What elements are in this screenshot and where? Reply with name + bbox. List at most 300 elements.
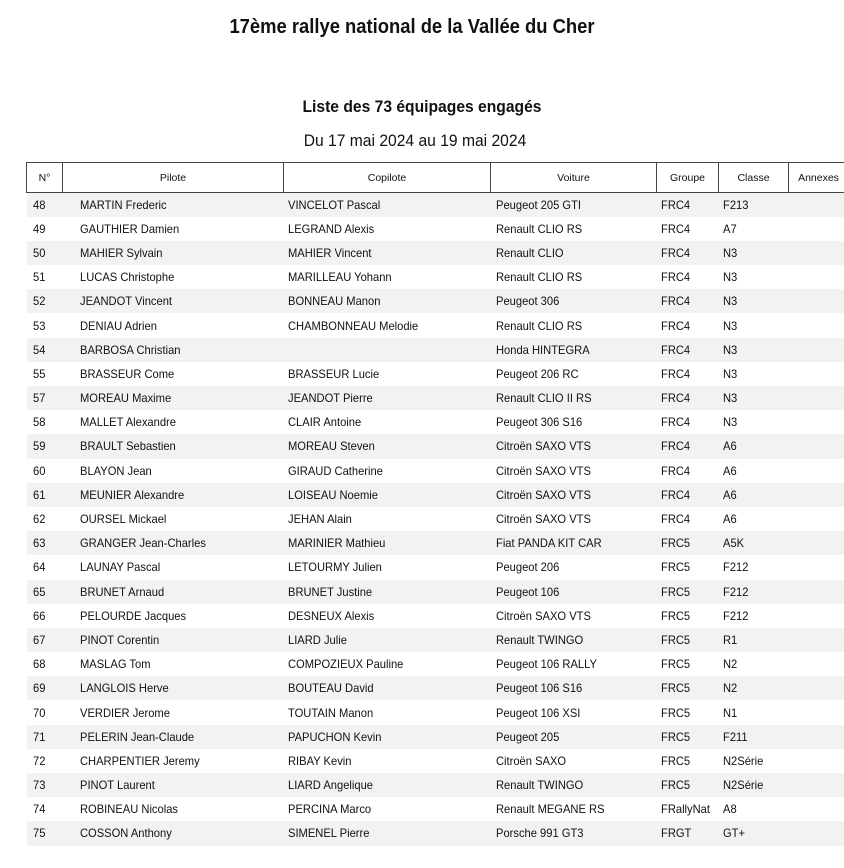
cell-pilote bbox=[63, 652, 284, 676]
cell-pilote bbox=[63, 821, 284, 845]
cell-annexes bbox=[789, 289, 844, 313]
cell-classe bbox=[719, 410, 789, 434]
cell-voiture-text: Peugeot 206 RC bbox=[495, 366, 579, 381]
cell-voiture bbox=[491, 821, 657, 845]
cell-number-text: 71 bbox=[32, 729, 45, 744]
table-row bbox=[27, 555, 844, 579]
cell-groupe-text: FRC5 bbox=[660, 705, 690, 720]
cell-groupe bbox=[657, 797, 719, 821]
cell-voiture bbox=[491, 459, 657, 483]
cell-annexes bbox=[789, 338, 844, 362]
table-row bbox=[27, 773, 844, 797]
cell-copilote bbox=[284, 580, 491, 604]
cell-annexes bbox=[789, 797, 844, 821]
table-row bbox=[27, 580, 844, 604]
cell-voiture bbox=[491, 313, 657, 337]
cell-groupe-text: FRC5 bbox=[660, 729, 690, 744]
cell-annexes bbox=[789, 580, 844, 604]
cell-number bbox=[27, 797, 63, 821]
cell-classe-text: A6 bbox=[722, 487, 737, 502]
table-row bbox=[27, 362, 844, 386]
cell-annexes bbox=[789, 725, 844, 749]
cell-classe bbox=[719, 652, 789, 676]
cell-pilote-text: OURSEL Mickael bbox=[79, 512, 166, 527]
cell-classe-text: R1 bbox=[722, 632, 737, 647]
table-row bbox=[27, 289, 844, 313]
cell-groupe-text: FRC4 bbox=[660, 221, 690, 236]
cell-annexes bbox=[789, 386, 844, 410]
cell-classe-text: N2 bbox=[722, 681, 737, 696]
cell-pilote-text: LUCAS Christophe bbox=[79, 270, 174, 285]
cell-classe bbox=[719, 773, 789, 797]
cell-groupe-text: FRC5 bbox=[660, 778, 690, 793]
cell-groupe bbox=[657, 725, 719, 749]
cell-number bbox=[27, 676, 63, 700]
cell-annexes bbox=[789, 434, 844, 458]
cell-groupe bbox=[657, 700, 719, 724]
table-row bbox=[27, 676, 844, 700]
cell-groupe bbox=[657, 265, 719, 289]
column-header-classe: Classe bbox=[719, 163, 789, 193]
cell-copilote bbox=[284, 628, 491, 652]
cell-annexes bbox=[789, 313, 844, 337]
cell-voiture bbox=[491, 773, 657, 797]
cell-copilote bbox=[284, 410, 491, 434]
cell-voiture bbox=[491, 555, 657, 579]
cell-number bbox=[27, 410, 63, 434]
cell-number-text: 65 bbox=[32, 584, 45, 599]
cell-pilote-text: PINOT Corentin bbox=[79, 632, 159, 647]
cell-number-text: 72 bbox=[32, 753, 45, 768]
cell-classe bbox=[719, 459, 789, 483]
cell-voiture-text: Peugeot 106 S16 bbox=[495, 681, 582, 696]
cell-classe-text: A5K bbox=[722, 536, 744, 551]
cell-number-text: 62 bbox=[32, 512, 45, 527]
cell-voiture-text: Peugeot 106 bbox=[495, 584, 559, 599]
cell-copilote bbox=[284, 289, 491, 313]
cell-number-text: 63 bbox=[32, 536, 45, 551]
cell-copilote-text: LOISEAU Noemie bbox=[287, 487, 378, 502]
cell-voiture-text: Citroën SAXO VTS bbox=[495, 512, 591, 527]
cell-voiture bbox=[491, 217, 657, 241]
cell-voiture bbox=[491, 700, 657, 724]
column-header-pilote: Pilote bbox=[63, 163, 284, 193]
cell-voiture bbox=[491, 193, 657, 217]
cell-groupe bbox=[657, 821, 719, 845]
cell-number bbox=[27, 652, 63, 676]
cell-classe-text: F213 bbox=[722, 197, 748, 212]
cell-voiture bbox=[491, 507, 657, 531]
cell-voiture bbox=[491, 483, 657, 507]
cell-groupe-text: FRC4 bbox=[660, 487, 690, 502]
cell-groupe-text: FRC4 bbox=[660, 366, 690, 381]
cell-groupe-text: FRC5 bbox=[660, 657, 690, 672]
cell-pilote bbox=[63, 338, 284, 362]
cell-pilote-text: COSSON Anthony bbox=[79, 826, 172, 841]
column-header-groupe: Groupe bbox=[657, 163, 719, 193]
table-row bbox=[27, 217, 844, 241]
table-row bbox=[27, 193, 844, 217]
cell-voiture bbox=[491, 386, 657, 410]
cell-classe-text: N3 bbox=[722, 294, 737, 309]
cell-pilote-text: GAUTHIER Damien bbox=[79, 221, 179, 236]
cell-classe-text: N3 bbox=[722, 318, 737, 333]
table-row bbox=[27, 265, 844, 289]
cell-groupe-text: FRallyNat bbox=[660, 802, 710, 817]
table-row bbox=[27, 483, 844, 507]
cell-copilote bbox=[284, 725, 491, 749]
cell-groupe bbox=[657, 676, 719, 700]
cell-classe bbox=[719, 193, 789, 217]
cell-voiture-text: Renault TWINGO bbox=[495, 632, 583, 647]
cell-pilote-text: MOREAU Maxime bbox=[79, 391, 171, 406]
cell-classe bbox=[719, 725, 789, 749]
cell-pilote-text: MEUNIER Alexandre bbox=[79, 487, 184, 502]
cell-pilote bbox=[63, 410, 284, 434]
cell-annexes bbox=[789, 749, 844, 773]
cell-voiture-text: Peugeot 205 bbox=[495, 729, 559, 744]
cell-number bbox=[27, 265, 63, 289]
cell-classe-text: F212 bbox=[722, 608, 748, 623]
cell-copilote bbox=[284, 483, 491, 507]
cell-copilote bbox=[284, 265, 491, 289]
cell-groupe-text: FRC4 bbox=[660, 197, 690, 212]
cell-pilote-text: MARTIN Frederic bbox=[79, 197, 167, 212]
cell-number bbox=[27, 459, 63, 483]
cell-pilote bbox=[63, 676, 284, 700]
cell-pilote-text: PELERIN Jean-Claude bbox=[79, 729, 194, 744]
cell-copilote bbox=[284, 459, 491, 483]
cell-classe bbox=[719, 265, 789, 289]
cell-classe bbox=[719, 507, 789, 531]
cell-voiture bbox=[491, 676, 657, 700]
cell-copilote-text: CHAMBONNEAU Melodie bbox=[287, 318, 418, 333]
table-header-row bbox=[27, 163, 844, 193]
cell-number-text: 66 bbox=[32, 608, 45, 623]
cell-number-text: 50 bbox=[32, 245, 45, 260]
cell-number-text: 59 bbox=[32, 439, 45, 454]
cell-voiture-text: Renault CLIO RS bbox=[495, 270, 582, 285]
document-title: 17ème rallye national de la Vallée du Cher bbox=[229, 16, 595, 38]
cell-copilote-text: LETOURMY Julien bbox=[287, 560, 382, 575]
table-row bbox=[27, 241, 844, 265]
cell-classe bbox=[719, 289, 789, 313]
cell-classe bbox=[719, 434, 789, 458]
cell-classe bbox=[719, 580, 789, 604]
cell-classe-text: N1 bbox=[722, 705, 737, 720]
cell-classe-text: N3 bbox=[722, 245, 737, 260]
cell-number bbox=[27, 628, 63, 652]
cell-copilote bbox=[284, 313, 491, 337]
table-row bbox=[27, 313, 844, 337]
cell-copilote bbox=[284, 531, 491, 555]
cell-classe-text: N3 bbox=[722, 415, 737, 430]
cell-classe bbox=[719, 386, 789, 410]
cell-annexes bbox=[789, 217, 844, 241]
cell-classe bbox=[719, 628, 789, 652]
cell-pilote bbox=[63, 700, 284, 724]
cell-classe bbox=[719, 241, 789, 265]
cell-pilote-text: DENIAU Adrien bbox=[79, 318, 157, 333]
cell-groupe bbox=[657, 289, 719, 313]
cell-classe bbox=[719, 749, 789, 773]
cell-groupe-text: FRC5 bbox=[660, 632, 690, 647]
cell-classe-text: N2 bbox=[722, 657, 737, 672]
cell-classe bbox=[719, 821, 789, 845]
table-row bbox=[27, 604, 844, 628]
cell-copilote-text: COMPOZIEUX Pauline bbox=[287, 657, 403, 672]
cell-number-text: 52 bbox=[32, 294, 45, 309]
cell-pilote-text: BARBOSA Christian bbox=[79, 342, 180, 357]
document-subtitle: Liste des 73 équipages engagés bbox=[302, 97, 542, 116]
cell-voiture bbox=[491, 797, 657, 821]
cell-voiture bbox=[491, 241, 657, 265]
cell-classe-text: A6 bbox=[722, 463, 737, 478]
cell-copilote-text: JEANDOT Pierre bbox=[287, 391, 373, 406]
cell-voiture-text: Citroën SAXO VTS bbox=[495, 439, 591, 454]
cell-classe-text: F211 bbox=[722, 729, 748, 744]
cell-pilote bbox=[63, 386, 284, 410]
cell-number-text: 67 bbox=[32, 632, 45, 647]
cell-classe bbox=[719, 217, 789, 241]
cell-groupe bbox=[657, 507, 719, 531]
cell-voiture-text: Renault CLIO RS bbox=[495, 318, 582, 333]
cell-number bbox=[27, 821, 63, 845]
cell-voiture bbox=[491, 580, 657, 604]
cell-groupe bbox=[657, 604, 719, 628]
cell-copilote bbox=[284, 773, 491, 797]
cell-number bbox=[27, 531, 63, 555]
cell-pilote-text: PELOURDE Jacques bbox=[79, 608, 186, 623]
cell-copilote-text: RIBAY Kevin bbox=[287, 753, 351, 768]
cell-number-text: 58 bbox=[32, 415, 45, 430]
cell-groupe-text: FRC5 bbox=[660, 536, 690, 551]
table-row bbox=[27, 434, 844, 458]
cell-classe-text: N3 bbox=[722, 391, 737, 406]
table-body bbox=[27, 193, 844, 846]
table-row bbox=[27, 507, 844, 531]
cell-voiture bbox=[491, 628, 657, 652]
cell-voiture-text: Renault CLIO RS bbox=[495, 221, 582, 236]
cell-pilote-text: BRAULT Sebastien bbox=[79, 439, 176, 454]
cell-copilote-text: SIMENEL Pierre bbox=[287, 826, 369, 841]
cell-number-text: 64 bbox=[32, 560, 45, 575]
table-row bbox=[27, 386, 844, 410]
cell-copilote-text: MARILLEAU Yohann bbox=[287, 270, 392, 285]
cell-voiture-text: Citroën SAXO VTS bbox=[495, 608, 591, 623]
cell-annexes bbox=[789, 676, 844, 700]
column-header-voiture: Voiture bbox=[491, 163, 657, 193]
cell-pilote bbox=[63, 628, 284, 652]
cell-voiture bbox=[491, 652, 657, 676]
cell-pilote bbox=[63, 313, 284, 337]
table-row bbox=[27, 700, 844, 724]
cell-copilote bbox=[284, 749, 491, 773]
cell-pilote bbox=[63, 555, 284, 579]
cell-copilote bbox=[284, 193, 491, 217]
cell-copilote bbox=[284, 507, 491, 531]
cell-pilote-text: BRASSEUR Come bbox=[79, 366, 174, 381]
cell-voiture-text: Renault TWINGO bbox=[495, 778, 583, 793]
cell-pilote bbox=[63, 483, 284, 507]
cell-pilote-text: CHARPENTIER Jeremy bbox=[79, 753, 200, 768]
cell-groupe bbox=[657, 773, 719, 797]
cell-annexes bbox=[789, 483, 844, 507]
cell-classe-text: N3 bbox=[722, 366, 737, 381]
table-row bbox=[27, 531, 844, 555]
cell-annexes bbox=[789, 555, 844, 579]
cell-groupe-text: FRC4 bbox=[660, 342, 690, 357]
cell-annexes bbox=[789, 531, 844, 555]
table-row bbox=[27, 628, 844, 652]
cell-pilote bbox=[63, 362, 284, 386]
cell-voiture-text: Honda HINTEGRA bbox=[495, 342, 590, 357]
cell-voiture bbox=[491, 725, 657, 749]
cell-voiture-text: Citroën SAXO VTS bbox=[495, 463, 591, 478]
cell-voiture-text: Peugeot 306 bbox=[495, 294, 559, 309]
cell-number bbox=[27, 749, 63, 773]
cell-pilote bbox=[63, 193, 284, 217]
cell-number bbox=[27, 193, 63, 217]
cell-copilote bbox=[284, 338, 491, 362]
cell-number-text: 74 bbox=[32, 802, 45, 817]
cell-pilote-text: LANGLOIS Herve bbox=[79, 681, 169, 696]
cell-pilote bbox=[63, 773, 284, 797]
column-header-copilote: Copilote bbox=[284, 163, 491, 193]
cell-voiture-text: Peugeot 205 GTI bbox=[495, 197, 581, 212]
cell-voiture bbox=[491, 604, 657, 628]
cell-voiture-text: Porsche 991 GT3 bbox=[495, 826, 583, 841]
cell-groupe-text: FRGT bbox=[660, 826, 691, 841]
cell-classe bbox=[719, 531, 789, 555]
cell-copilote-text: BONNEAU Manon bbox=[287, 294, 380, 309]
cell-groupe-text: FRC4 bbox=[660, 512, 690, 527]
cell-number bbox=[27, 580, 63, 604]
cell-annexes bbox=[789, 459, 844, 483]
cell-copilote-text: CLAIR Antoine bbox=[287, 415, 361, 430]
cell-voiture bbox=[491, 338, 657, 362]
table-row bbox=[27, 459, 844, 483]
cell-annexes bbox=[789, 193, 844, 217]
cell-voiture-text: Renault CLIO II RS bbox=[495, 391, 592, 406]
cell-voiture bbox=[491, 289, 657, 313]
cell-classe bbox=[719, 313, 789, 337]
cell-groupe bbox=[657, 362, 719, 386]
cell-groupe-text: FRC5 bbox=[660, 753, 690, 768]
cell-number bbox=[27, 217, 63, 241]
cell-groupe bbox=[657, 241, 719, 265]
event-dates: Du 17 mai 2024 au 19 mai 2024 bbox=[303, 131, 527, 150]
table-row bbox=[27, 410, 844, 434]
cell-groupe-text: FRC4 bbox=[660, 415, 690, 430]
cell-classe-text: A8 bbox=[722, 802, 737, 817]
cell-groupe bbox=[657, 580, 719, 604]
cell-copilote bbox=[284, 700, 491, 724]
cell-copilote-text: DESNEUX Alexis bbox=[287, 608, 374, 623]
cell-pilote-text: BRUNET Arnaud bbox=[79, 584, 164, 599]
cell-number-text: 69 bbox=[32, 681, 45, 696]
cell-copilote-text: BRUNET Justine bbox=[287, 584, 372, 599]
cell-voiture bbox=[491, 434, 657, 458]
cell-pilote-text: BLAYON Jean bbox=[79, 463, 152, 478]
cell-number bbox=[27, 289, 63, 313]
cell-copilote bbox=[284, 362, 491, 386]
cell-groupe bbox=[657, 628, 719, 652]
cell-groupe-text: FRC5 bbox=[660, 681, 690, 696]
cell-groupe bbox=[657, 555, 719, 579]
cell-number bbox=[27, 313, 63, 337]
cell-pilote-text: GRANGER Jean-Charles bbox=[79, 536, 206, 551]
table-row bbox=[27, 821, 844, 845]
cell-annexes bbox=[789, 700, 844, 724]
cell-copilote-text: JEHAN Alain bbox=[287, 512, 352, 527]
cell-classe bbox=[719, 676, 789, 700]
cell-groupe bbox=[657, 386, 719, 410]
cell-number-text: 55 bbox=[32, 366, 45, 381]
cell-pilote bbox=[63, 797, 284, 821]
cell-number bbox=[27, 725, 63, 749]
cell-annexes bbox=[789, 604, 844, 628]
cell-groupe bbox=[657, 483, 719, 507]
cell-copilote-text: GIRAUD Catherine bbox=[287, 463, 383, 478]
cell-copilote-text: VINCELOT Pascal bbox=[287, 197, 380, 212]
cell-pilote bbox=[63, 580, 284, 604]
table-row bbox=[27, 652, 844, 676]
cell-number bbox=[27, 434, 63, 458]
cell-annexes bbox=[789, 628, 844, 652]
cell-classe-text: A6 bbox=[722, 439, 737, 454]
cell-annexes bbox=[789, 362, 844, 386]
cell-number-text: 57 bbox=[32, 391, 45, 406]
cell-copilote-text: BOUTEAU David bbox=[287, 681, 374, 696]
cell-number-text: 54 bbox=[32, 342, 45, 357]
cell-number bbox=[27, 773, 63, 797]
cell-copilote-text: MAHIER Vincent bbox=[287, 245, 372, 260]
cell-number bbox=[27, 483, 63, 507]
cell-pilote-text: MASLAG Tom bbox=[79, 657, 151, 672]
cell-classe bbox=[719, 797, 789, 821]
cell-pilote bbox=[63, 434, 284, 458]
cell-classe-text: N3 bbox=[722, 342, 737, 357]
cell-groupe bbox=[657, 652, 719, 676]
cell-copilote-text: PERCINA Marco bbox=[287, 802, 371, 817]
cell-pilote-text: LAUNAY Pascal bbox=[79, 560, 160, 575]
cell-pilote bbox=[63, 725, 284, 749]
cell-copilote bbox=[284, 241, 491, 265]
cell-number-text: 70 bbox=[32, 705, 45, 720]
cell-number-text: 61 bbox=[32, 487, 45, 502]
cell-classe-text: N2Série bbox=[722, 753, 763, 768]
cell-groupe bbox=[657, 531, 719, 555]
table-row bbox=[27, 797, 844, 821]
cell-annexes bbox=[789, 821, 844, 845]
cell-classe-text: N2Série bbox=[722, 778, 763, 793]
cell-voiture-text: Peugeot 106 RALLY bbox=[495, 657, 597, 672]
cell-voiture-text: Renault MEGANE RS bbox=[495, 802, 605, 817]
cell-voiture-text: Citroën SAXO bbox=[495, 753, 566, 768]
cell-voiture bbox=[491, 265, 657, 289]
cell-pilote bbox=[63, 604, 284, 628]
table-row bbox=[27, 749, 844, 773]
cell-pilote bbox=[63, 265, 284, 289]
cell-groupe-text: FRC4 bbox=[660, 318, 690, 333]
cell-classe bbox=[719, 555, 789, 579]
cell-copilote bbox=[284, 434, 491, 458]
cell-groupe bbox=[657, 338, 719, 362]
cell-pilote-text: PINOT Laurent bbox=[79, 778, 155, 793]
cell-groupe bbox=[657, 313, 719, 337]
cell-groupe-text: FRC4 bbox=[660, 391, 690, 406]
